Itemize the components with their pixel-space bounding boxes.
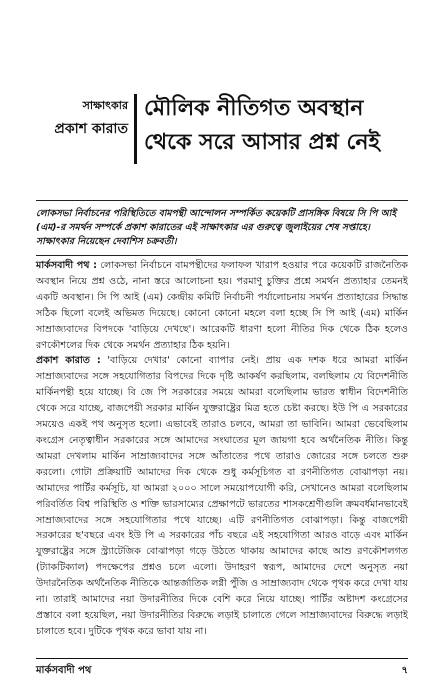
paragraph-2 — [36, 353, 408, 639]
article-header — [36, 92, 420, 170]
page-footer — [36, 658, 408, 680]
paragraph-text-1: লোকসভা নির্বাচনে বামপন্থীদের ফলাফল খারাপ হওয়ার পরে কয়েকটি রাজনৈতিক অবস্থান নিয়ে প্রশ্ন ওঠে, নানা স্তরে আলোচনা হয়। পরমাণু চুক্তির প্রশ্নে সমর্থন প্রত্যাহার তেমনই একটি অবস্থান। সি পি আই (এম) কেন্দ্রীয় কমিটি নির্বাচনী পর্যালোচনায় সমর্থন প্রত্যাহারের সিদ্ধান্ত সঠিক ছিলো বলেই অভিমত দিয়েছে। কোনো কোনো মহলে বলা হচ্ছে সি পি আই (এম) মার্কিন সাম্রাজ্যবাদের বিপদকে 'বাড়িয়ে দেখছে'। আরেকটি ধারণা হলো নীতির দিক থেকে ঠিক হলেও রণকৌশলের দিক থেকে সমর্থন প্রত্যাহার ঠিক হয়নি। — [36, 260, 408, 351]
interviewer-credit: সাক্ষাৎকার নিয়েছেন দেবাশিস চক্রবর্তী। — [36, 236, 177, 247]
speaker-label-1: মার্কসবাদী পথ : — [36, 260, 97, 271]
article-body — [36, 258, 408, 640]
byline — [36, 98, 128, 140]
byline-name: প্রকাশ কারাত — [54, 121, 128, 137]
publication-name: মার্কসবাদী পথ — [36, 665, 92, 676]
intro-box — [36, 200, 408, 256]
page-number: ৭ — [401, 665, 408, 676]
paragraph-1 — [36, 258, 408, 353]
paragraph-text-2: 'বাড়িয়ে দেখার' কোনো ব্যাপার নেই। প্রায় এক দশক ধরে আমরা মার্কিন সাম্রাজ্যবাদের সঙ্গে সহযোগিতার বিপদের দিকে দৃষ্টি আকর্ষণ করছিলাম, বলছিলাম যে বিদেশনীতি মার্কিনপন্থী হয়ে যাচ্ছে। বি জে পি সরকারের সময়ে আমরা বলেছিলাম ভারত স্বাধীন বিদেশনীতি থেকে সরে যাচ্ছে, বাজপেয়ী সরকার মার্কিন যুক্তরাষ্ট্রের মিত্র হতে চেষ্টা করছে। ইউ পি এ সরকারের সময়েও একই পথ অনুসৃত হলো। এভাবেই তারাও চলবে, আমরা তা ভাবিনি। আমরা ভেবেছিলাম কংগ্রেস নেতৃত্বাধীন সরকারের সঙ্গে আমাদের সংঘাতের মূল জায়গা হবে অর্থনৈতিক নীতি। কিন্তু আমরা দেখলাম মার্কিন সাম্রাজ্যবাদের সঙ্গে আঁতাতের পথে তারাও জোরের সঙ্গে চলতে শুরু করলো। গোটা প্রক্রিয়াটি আমাদের দিক থেকে শুধু কর্মসূচিগত বা রণনীতিগত বোঝাপড়া নয়। আমাদের পার্টির কর্মসূচি, যা আমরা ২০০০ সালে সময়োপযোগী করি, সেখানেও আমরা বলেছিলাম পরিবর্তিত বিশ্ব পরিস্থিতি ও শক্তি ভারসাম্যের প্রেক্ষাপটে ভারতের শাসকশ্রেণীগুলি ক্রমবর্ধমানভাবেই সাম্রাজ্যবাদের সঙ্গে সহযোগিতার পথে যাচ্ছে। এটি রণনীতিগত বোঝাপড়া। কিন্তু বাজপেয়ী সরকারের ছ'বছরে এবং ইউ পি এ সরকারের পাঁচ বছরে এই সহযোগিতা আরও বাড়ে এবং মার্কিন যুক্তরাষ্ট্রের সঙ্গে স্ট্র্যাটেজিক বোঝাপড়া গড়ে উঠতে থাকায় আমাদের কাছে আশু রণকৌশলগত (ট্যাকটিক্যাল) পদক্ষেপের প্রশ্নও চলে এলো। উদাহরণ স্বরূপ, আমাদের দেশে অনুসৃত নয়া উদারনৈতিক অর্থনৈতিক নীতিকে আন্তর্জাতিক লগ্নী পুঁজি ও সাম্রাজ্যবাদ থেকে পৃথক করে দেখা যায় না। তারাই আমাদের নয়া উদারনীতির দিকে বেশি করে নিয়ে যাচ্ছে। পার্টির অষ্টাদশ কংগ্রেসের প্রস্তাবে বলা হয়েছিল, নয়া উদারনীতির বিরুদ্ধে লড়াই চালাতে গেলে সাম্রাজ্যবাদের বিরুদ্ধে লড়াই চালাতে হবে। দুটিকে পৃথক করে ভাবা যায় না। — [36, 355, 408, 637]
title-line-1: মৌলিক নীতিগত অবস্থান — [144, 96, 364, 121]
article-title — [144, 92, 420, 160]
byline-label: সাক্ষাৎকার — [82, 99, 128, 112]
header-divider — [134, 94, 137, 164]
title-line-2: থেকে সরে আসার প্রশ্ন নেই — [144, 130, 380, 155]
intro-text: লোকসভা নির্বাচনের পরিস্থিতিতে বামপন্থী আন্দোলন সম্পর্কিত কয়েকটি প্রাসঙ্গিক বিষয়ে সি পি আই (এম)-র সমর্থন সম্পর্কে প্রকাশ কারাতের এই সাক্ষাৎকার এর গুরুত্বে জুলাইয়ের শেষ সপ্তাহে। — [36, 208, 397, 233]
speaker-label-2: প্রকাশ কারাত : — [36, 355, 101, 367]
